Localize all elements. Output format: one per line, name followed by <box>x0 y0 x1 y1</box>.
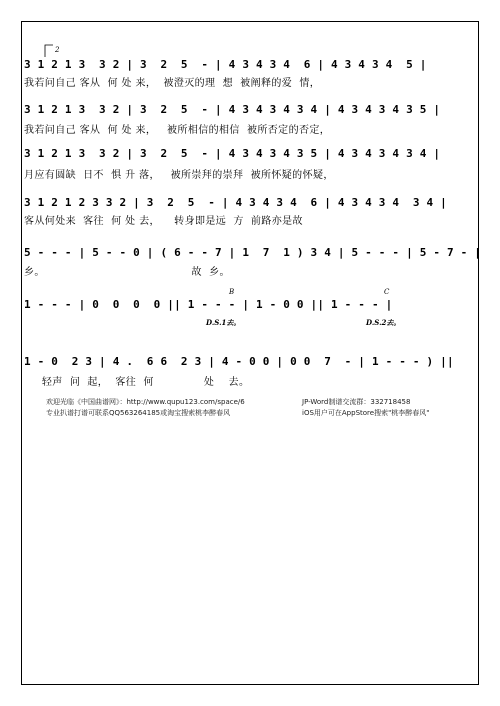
section-bracket <box>44 44 54 58</box>
footer-website: 欢迎光临《中国曲谱网》：http://www.qupu123.com/space/6 <box>46 398 245 406</box>
notation-line-2: 3 1 2 1 3 3 2 | 3 2 5 - | 4 3 4 3 4 3 4 | 4 3 4 3 4 3 5 | <box>24 103 441 116</box>
lyrics-line-5: 乡。 故 乡。 <box>24 267 230 278</box>
section-marker-c: C <box>384 288 390 296</box>
ds-marker-2: D.S.2去。 <box>366 318 401 327</box>
notation-line-5: 5 - - - | 5 - - 0 | ( 6 - - 7 | 1 7 1 ) 3 4 | 5 - - - | 5 - 7 - | <box>24 246 482 259</box>
lyrics-line-7: 轻声 问 起， 客往 何 处 去。 <box>24 377 250 388</box>
notation-line-4: 3 1 2 1 2 3 3 2 | 3 2 5 - | 4 3 4 3 4 6 | 4 3 4 3 4 3 4 | <box>24 196 447 209</box>
footer-group: JP-Word制谱交流群：332718458 <box>302 398 411 406</box>
notation-line-3: 3 1 2 1 3 3 2 | 3 2 5 - | 4 3 4 3 4 3 5 | 4 3 4 3 4 3 4 | <box>24 147 441 160</box>
lyrics-line-1: 我若问自己 客从 何 处 来， 被澄灭的理 想 被阐释的爱 情， <box>24 78 321 89</box>
lyrics-line-2: 我若问自己 客从 何 处 来， 被所相信的相信 被所否定的否定， <box>24 125 331 136</box>
notation-line-1: 3 1 2 1 3 3 2 | 3 2 5 - | 4 3 4 3 4 6 | 4 3 4 3 4 5 | <box>24 58 427 71</box>
footer-ios: iOS用户可在AppStore搜索"桃李醉春风" <box>302 409 430 417</box>
footer-contact: 专业扒谱打谱可联系QQ563264185或淘宝搜索桃李醉春风 <box>46 409 231 417</box>
section-marker-2: 2 <box>55 46 60 54</box>
lyrics-line-3: 月应有圆缺 日不 惧 升 落， 被所崇拜的崇拜 被所怀疑的怀疑， <box>24 170 334 181</box>
lyrics-line-4: 客从何处来 客往 何 处 去， 转身即是远 方 前路亦是故 <box>24 216 303 227</box>
ds-marker-1: D.S.1去。 <box>206 318 241 327</box>
notation-line-7: 1 - 0 2 3 | 4 . 6 6 2 3 | 4 - 0 0 | 0 0 7 - | 1 - - - ) || <box>24 355 454 368</box>
section-marker-b: B <box>229 288 235 296</box>
notation-line-6: 1 - - - | 0 0 0 0 || 1 - - - | 1 - 0 0 || 1 - - - | <box>24 298 393 311</box>
